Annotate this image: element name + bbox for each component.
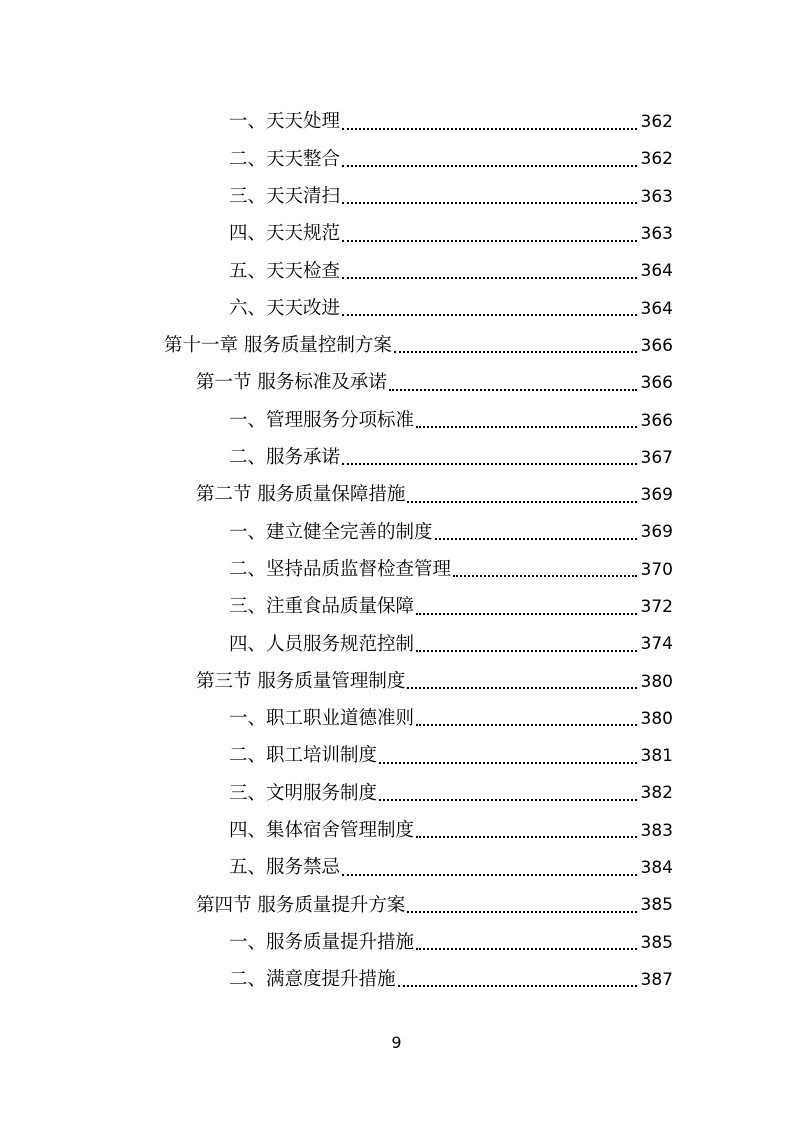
toc-entry-page: 381 <box>640 746 673 767</box>
toc-section-entry[interactable] <box>0 477 793 514</box>
toc-section-entry[interactable] <box>0 887 793 924</box>
toc-leader-dots <box>398 971 637 989</box>
toc-entry[interactable] <box>0 813 793 850</box>
toc-entry-page: 369 <box>640 485 673 506</box>
toc-entry[interactable] <box>0 775 793 812</box>
toc-entry-page: 362 <box>640 112 673 133</box>
toc-leader-dots <box>389 375 637 393</box>
toc-entry-page: 366 <box>640 373 673 394</box>
toc-entry-title: 一、管理服务分项标准 <box>229 409 415 431</box>
toc-entry-title: 四、人员服务规范控制 <box>229 633 415 655</box>
toc-entry[interactable] <box>0 514 793 551</box>
toc-entry-title: 第二节 服务质量保障措施 <box>196 484 406 506</box>
toc-leader-dots <box>342 114 637 132</box>
toc-entry[interactable] <box>0 141 793 178</box>
toc-entry-page: 370 <box>640 559 673 580</box>
toc-entry-page: 384 <box>640 858 673 879</box>
toc-entry[interactable] <box>0 850 793 887</box>
toc-entry-title: 三、天天清扫 <box>229 185 341 207</box>
toc-entry-page: 383 <box>640 820 673 841</box>
toc-entry[interactable] <box>0 962 793 999</box>
toc-leader-dots <box>416 599 637 617</box>
toc-entry[interactable] <box>0 738 793 775</box>
toc-leader-dots <box>342 263 637 281</box>
toc-entry-page: 363 <box>640 186 673 207</box>
toc-entry-title: 二、职工培训制度 <box>229 745 378 767</box>
toc-entry-page: 387 <box>640 969 673 990</box>
toc-leader-dots <box>416 822 637 840</box>
toc-entry[interactable] <box>0 589 793 626</box>
toc-leader-dots <box>342 300 637 318</box>
toc-entry-title: 三、注重食品质量保障 <box>229 596 415 618</box>
toc-entry-page: 363 <box>640 224 673 245</box>
toc-entry-page: 374 <box>640 634 673 655</box>
table-of-contents <box>0 104 793 999</box>
toc-entry[interactable] <box>0 104 793 141</box>
toc-entry-title: 二、服务承诺 <box>229 447 341 469</box>
toc-entry-page: 366 <box>640 335 673 356</box>
toc-entry[interactable] <box>0 216 793 253</box>
toc-entry-title: 二、满意度提升措施 <box>229 969 396 991</box>
toc-entry[interactable] <box>0 290 793 327</box>
toc-leader-dots <box>379 748 637 766</box>
toc-entry-title: 二、天天整合 <box>229 148 341 170</box>
toc-entry[interactable] <box>0 440 793 477</box>
toc-leader-dots <box>342 226 637 244</box>
toc-leader-dots <box>379 785 637 803</box>
toc-leader-dots <box>416 934 637 952</box>
toc-entry-page: 367 <box>640 447 673 468</box>
toc-entry-title: 第三节 服务质量管理制度 <box>196 670 406 692</box>
toc-entry-title: 一、服务质量提升措施 <box>229 931 415 953</box>
toc-entry-page: 369 <box>640 522 673 543</box>
toc-chapter-entry[interactable] <box>0 328 793 365</box>
toc-entry[interactable] <box>0 701 793 738</box>
toc-entry-page: 366 <box>640 410 673 431</box>
toc-leader-dots <box>407 897 637 915</box>
toc-leader-dots <box>416 710 637 728</box>
toc-leader-dots <box>435 524 637 542</box>
toc-entry[interactable] <box>0 253 793 290</box>
toc-leader-dots <box>394 337 637 355</box>
toc-leader-dots <box>453 561 637 579</box>
toc-leader-dots <box>407 487 637 505</box>
toc-entry[interactable] <box>0 402 793 439</box>
toc-leader-dots <box>342 151 637 169</box>
toc-entry-title: 四、集体宿舍管理制度 <box>229 820 415 842</box>
toc-leader-dots <box>342 860 637 878</box>
toc-entry-page: 380 <box>640 708 673 729</box>
toc-entry[interactable] <box>0 925 793 962</box>
toc-entry-title: 第四节 服务质量提升方案 <box>196 894 406 916</box>
toc-entry-title: 第一节 服务标准及承诺 <box>196 372 387 394</box>
toc-entry-page: 364 <box>640 298 673 319</box>
toc-entry-page: 385 <box>640 895 673 916</box>
toc-entry-title: 五、天天检查 <box>229 260 341 282</box>
toc-entry-page: 382 <box>640 783 673 804</box>
toc-entry[interactable] <box>0 552 793 589</box>
toc-leader-dots <box>342 449 637 467</box>
toc-leader-dots <box>416 636 637 654</box>
toc-entry-page: 385 <box>640 932 673 953</box>
toc-entry[interactable] <box>0 179 793 216</box>
toc-entry-title: 四、天天规范 <box>229 223 341 245</box>
toc-entry-title: 一、职工职业道德准则 <box>229 708 415 730</box>
toc-entry-title: 一、建立健全完善的制度 <box>229 521 433 543</box>
toc-entry-title: 第十一章 服务质量控制方案 <box>164 335 392 357</box>
page-number: 9 <box>391 1033 402 1052</box>
toc-entry[interactable] <box>0 626 793 663</box>
toc-section-entry[interactable] <box>0 365 793 402</box>
toc-leader-dots <box>342 188 637 206</box>
toc-entry-title: 五、服务禁忌 <box>229 857 341 879</box>
toc-leader-dots <box>416 412 637 430</box>
toc-entry-page: 364 <box>640 261 673 282</box>
toc-entry-page: 380 <box>640 671 673 692</box>
toc-entry-title: 六、天天改进 <box>229 297 341 319</box>
toc-entry-title: 二、坚持品质监督检查管理 <box>229 558 452 580</box>
toc-section-entry[interactable] <box>0 663 793 700</box>
toc-leader-dots <box>407 673 637 691</box>
toc-entry-title: 三、文明服务制度 <box>229 782 378 804</box>
toc-entry-page: 362 <box>640 149 673 170</box>
toc-entry-title: 一、天天处理 <box>229 111 341 133</box>
toc-entry-page: 372 <box>640 597 673 617</box>
